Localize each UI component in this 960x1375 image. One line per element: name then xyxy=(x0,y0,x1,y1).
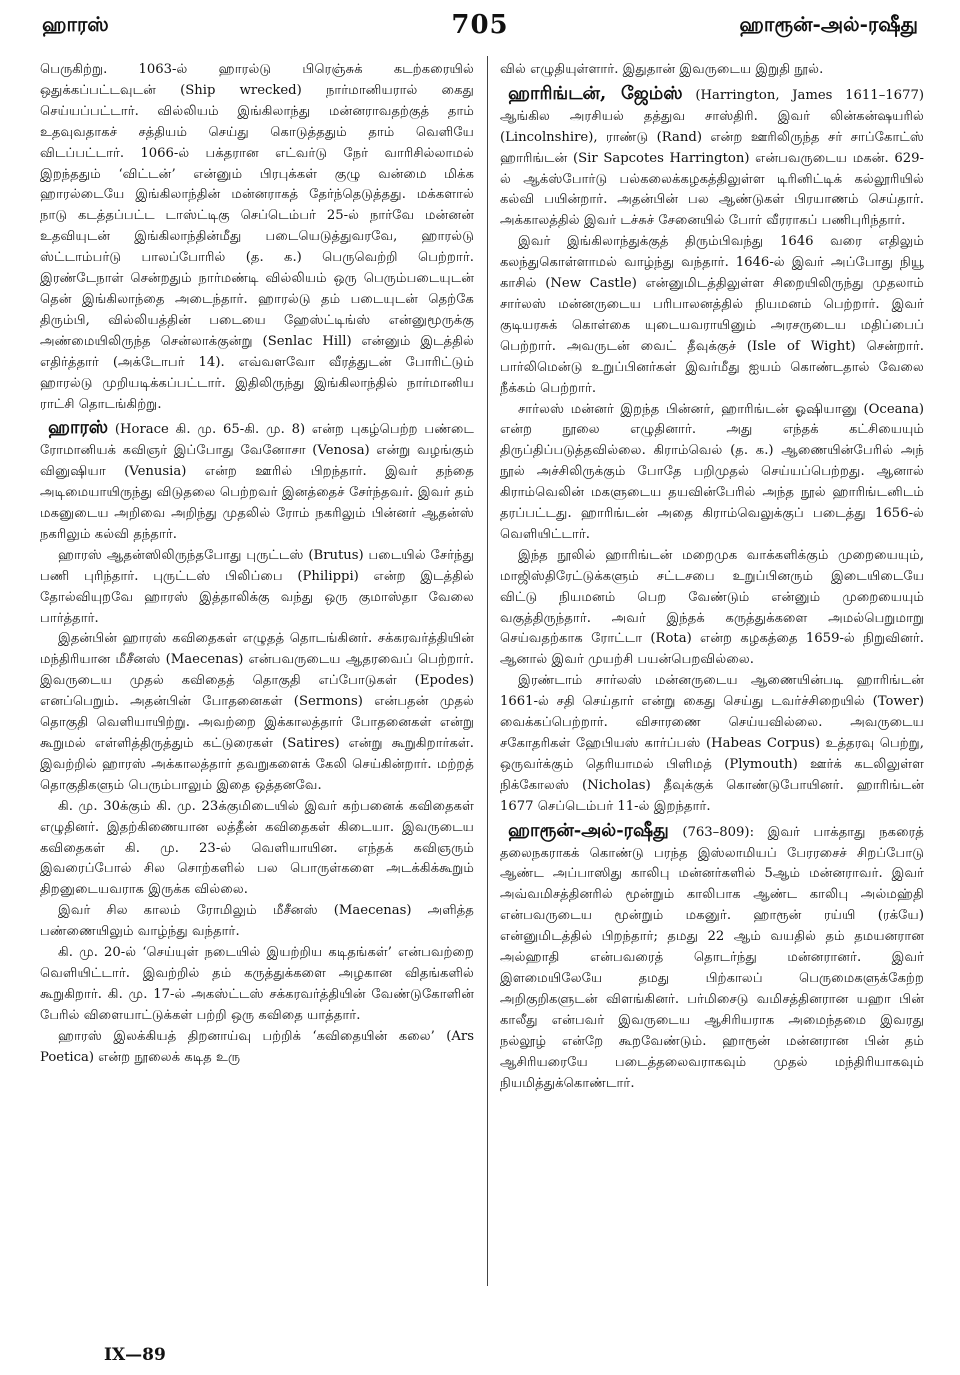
paragraph-horace-ars-poetica: ஹாரஸ் இலக்கியத் திறனாய்வு பற்றிக் ‘கவிதையின் கலை’ (Ars Poetica) என்ற நூலைக் கடித உரு xyxy=(40,1028,474,1065)
paragraph-harrington-tower: இரண்டாம் சார்லஸ் மன்னருடைய ஆணையின்படி ஹாரிங்டன் 1661-ல் சதி செய்தார் என்று கைது செய்து டவர்ச்சிறையில் (Tower) வைக்கப்பெற்றார். விசாரணை செய்யவில்லை. அவருடைய சகோதரிகள் ஹேபியஸ் கார்ப்பஸ் (Habeas Corpus) உத்தரவு பெற்று, ஒருவர்க்கும் தெரியாமல் பிளிமத் (Plymouth) ஊர்க் கடலிலுள்ள நிக்கோலஸ் (Nicholas) தீவுக்குக் கொண்டுபோயினர். ஹாரிங்டன் 1677 செப்டெம்பர் 11-ல் இறந்தார். xyxy=(500,673,924,814)
entry-heading-harun-al-rashid: ஹாரூன்-அல்-ரஷீது xyxy=(508,819,669,841)
entry-text-horace: (Horace கி. மு. 65-கி. மு. 8) என்ற புகழ்பெற்ற பண்டை ரோமானியக் கவிஞர் இப்போது வேனோசா (Venosa) என்று வழங்கும் வினுஷியா (Venusia) என்ற ஊரில் பிறந்தார். இவர் தந்தை அடிமையாயிருந்து விடுதலை பெற்றவர் இனத்தைச் சேர்ந்தவர். இவர் தம் மகனுடைய அறிவை அறிந்து முதலில் ரோம் நகரிலும் பின்னர் ஆதன்ஸ் நகரிலும் கல்வி தந்தார். xyxy=(40,422,474,542)
entry-text-harrington: (Harrington, James 1611–1677) ஆங்கில அரசியல் தத்துவ சாஸ்திரி. இவர் லின்கன்ஷயரில் (Lincolnshire), ராண்டு (Rand) என்ற ஊரிலிருந்த சர் சாப்கோட்ஸ் ஹாரிங்டன் (Sir Sapcotes Harrington) என்பவருடைய மகன். 629-ல் ஆக்ஸ்போர்டு பல்கலைக்கழகத்திலுள்ள டிரினிட்டிக் கல்லூரியில் கல்வி பயின்றார். அதன்பின் பல ஆண்டுகள் பிரயாணம் செய்தார். அக்காலத்தில் இவர் டச்சுச் சேனையில் போர் வீரராகப் பணிபுரிந்தார். xyxy=(500,87,924,229)
page-header xyxy=(40,10,920,50)
entry-harun-al-rashid xyxy=(500,821,924,1095)
paragraph-harrington-oceana: சார்லஸ் மன்னர் இறந்த பின்னர், ஹாரிங்டன் ஓஷியானு (Oceana) என்ற நூலை எழுதினார். அது எந்தக் கட்சியையும் திருப்திப்படுத்தவில்லை. கிராம்வெல் (த. க.) ஆணையின்பேரில் அந் நூல் அச்சிலிருக்கும் போதே பறிமுதல் செய்யப்பெற்றது. ஆனால் கிராம்வெலின் மகளுடைய தயவின்பேரில் அந்த நூல் ஹாரிங்டனிடம் தரப்பட்டது. ஹாரிங்டன் அதை கிராம்வெலுக்குப் படைத்து 1656-ல் வெளியிட்டார். xyxy=(500,401,924,542)
entry-text-harun-al-rashid: (763–809): இவர் பாக்தாது நகரைத் தலைநகராகக் கொண்டு பரந்த இஸ்லாமியப் பேரரசைச் சிறப்போடு ஆண்ட அப்பாஸிது காலிபு மன்னர்களில் 5ஆம் மன்னராவர். இவர் அவ்வமிசத்தினரில் மூன்றும் காலிபாக ஆண்ட காலிபு அல்மஹ்தி என்பவருடைய மூன்றும் மகனுர். ஹாரூன் ரய்யி (ரக்யே) என்னுமிடத்தில் பிறந்தார்; தமது 22 ஆம் வயதில் தம் தமயனரான அல்ஹாதி என்பவரைத் தொடர்ந்து மன்னரானர். இவர் இளமையிலேயே தமது பிற்காலப் பெருமைகளுக்கேற்ற அறிகுறிகளுடன் விளங்கினர். பர்மிசைடு வமிசத்தினரான யஹா பின் காலீது என்பவர் இவருடைய ஆசிரியராக அமைந்தமை இவரது நல்லூழ் என்றே கூறவேண்டும். ஹாரூன் மன்னரான பின் தம் ஆசிரியரையே படைத்தலைவராகவும் முதல் மந்திரியாகவும் நியமித்துக்கொண்டார். xyxy=(500,824,924,1091)
page-number: 705 xyxy=(451,10,509,40)
left-column xyxy=(40,60,474,1340)
paragraph-harrington-return: இவர் இங்கிலாந்துக்குத் திரும்பிவந்து 1646 வரை எதிலும் கலந்துகொள்ளாமல் வாழ்ந்து வந்தார். 1646-ல் இவர் அப்போது நியூ காசில் (New Castle) என்னுமிடத்திலுள்ள சிறையிலிருந்து முதலாம் சார்லஸ் மன்னருடைய பரிபாலனத்தில் நியமனம் பெற்றார். இவர் குடியரசுக் கொள்கை யுடையவராயினும் அரசருடைய மதிப்பைப் பெற்றார். அவருடன் வைட் தீவுக்குச் (Isle of Wight) சென்றார். பார்லிமென்டு உறுப்பினர்கள் இவர்மீது ஐயம் கொண்டதால் வேலை நீக்கம் பெற்றார். xyxy=(500,234,924,396)
right-column xyxy=(500,60,924,1320)
column-divider xyxy=(487,56,488,1286)
paragraph-harrington-rota: இந்த நூலில் ஹாரிங்டன் மறைமுக வாக்களிக்கும் முறையையும், மாஜிஸ்திரேட்டுக்களும் சட்டசபை உறுப்பினரும் இடையிடையே விட்டு நியமனம் பெற வேண்டும் என்னும் முறையையும் வகுத்திருந்தார். அவர் இந்தக் கருத்துக்களை அமல்பெறுமாறு செய்வதற்காக ரோட்டா (Rota) என்ற கழகத்தை 1659-ல் நிறுவினர். ஆனால் இவர் முயற்சி பயன்பெறவில்லை. xyxy=(500,547,924,668)
entry-heading-horace: ஹாரஸ் xyxy=(48,417,109,439)
paragraph-horace-odes: கி. மு. 30க்கும் கி. மு. 23க்குமிடையில் இவர் கற்பனைக் கவிதைகள் எழுதினர். இதற்கிணையான லத்தீன் கவிதைகள் கிடையா. இவருடைய கவிதைகள் கி. மு. 23-ல் வெளியாயின. எந்தக் கவிஞரும் இவரைப்போல் சில சொற்களில் பல பொருள்களை அடக்கிக்கூறும் திறனுடையவராக இருக்க வில்லை. xyxy=(40,798,474,898)
paragraph-horace-poems: இதன்பின் ஹாரஸ் கவிதைகள் எழுதத் தொடங்கினர். சக்கரவர்த்தியின் மந்திரியான மீசீனஸ் (Maecenas) என்பவருடைய ஆதரவைப் பெற்றார். இவருடைய முதல் கவிதைத் தொகுதி எப்போடுகள் (Epodes) எனப்பெறும். அதன்பின் போதனைகள் (Sermons) என்பதன் முதல் தொகுதி வெளியாயிற்று. அவற்றை இக்காலத்தார் போதனைகள் என்று கூறுமல் எள்ளித்திருத்தும் கட்டுரைகள் (Satires) என்று கூறுகிறார்கள். இவற்றில் ஹாரஸ் அக்காலத்தார் தவறுகளைக் கேலி செய்கின்றார். மற்றத் தொகுதிகளும் பெரும்பாலும் இதை ஒத்தனவே. xyxy=(40,631,474,793)
paragraph-horace-brutus: ஹாரஸ் ஆதன்ஸிலிருந்தபோது புருட்டஸ் (Brutus) படையில் சேர்ந்து பணி புரிந்தார். புருட்டஸ் பிலிப்பை (Philippi) என்ற இடத்தில் தோல்வியுறவே ஹாரஸ் இத்தாலிக்கு வந்து ஒரு குமாஸ்தா வேலை பார்த்தார். xyxy=(40,547,474,626)
entry-harrington xyxy=(500,84,924,232)
paragraph-horace-epistles: கி. மு. 20-ல் ‘செய்யுள் நடையில் இயற்றிய கடிதங்கள்’ என்பவற்றை வெளியிட்டார். இவற்றில் தம் கருத்துக்களை அழகான விதங்களில் கூறுகிறார். கி. மு. 17-ல் அகஸ்ட்டஸ் சக்கரவர்த்தியின் வேண்டுகோளின் பேரில் விளையாட்டுக்கள் பற்றி ஒரு கவிதை யாத்தார். xyxy=(40,945,474,1023)
running-head-right: ஹாரூன்-அல்-ரஷீது xyxy=(739,12,918,36)
entry-horace xyxy=(40,418,474,545)
entry-heading-harrington: ஹாரிங்டன், ஜேம்ஸ் xyxy=(508,82,683,104)
paragraph-horace-final: வில் எழுதியுள்ளார். இதுதான் இவருடைய இறுதி நூல். xyxy=(500,62,824,77)
paragraph-harold-continued: பெருகிற்று. 1063-ல் ஹாரல்டு பிரெஞ்சுக் கடற்கரையில் ஒதுக்கப்பட்டவுடன் (Ship wrecked) நார்மானியரால் கைது செய்யப்பட்டார். வில்லியம் இங்கிலாந்து மன்னராவதற்குத் தாம் உதவுவதாகச் சத்தியம் செய்து கொடுத்ததும் தாம் வெளியே விடப்பட்டார். 1066-ல் பக்தரான எட்வர்டு நேர் வாரிசில்லாமல் இறந்ததும் ‘விட்டன்’ என்னும் பிரபுக்கள் குழு வன்மை மிக்க ஹாரல்டையே இங்கிலாந்தின் மன்னராகத் தேர்ந்தெடுத்தது. மக்களால் நாடு கடத்தப்பட்ட டாஸ்ட்டிகு செப்டெம்பர் 25-ல் நார்வே மன்னன் உதவியுடன் இங்கிலாந்தின்மீது படையெடுத்துவரவே, ஹாரல்டு ஸ்ட்டாம்பர்டு பாலப்போரில் (த. க.) பெருவெற்றி பெற்றார். இரண்டேநாள் சென்றதும் நார்மண்டி வில்லியம் ஒரு பெரும்படையுடன் தென் இங்கிலாந்தை அடைந்தார். ஹாரல்டு தம் படையுடன் தெற்கே திரும்பி, வில்லியத்தின் படையை ஹேஸ்ட்டிங்ஸ் என்னுமூருக்கு அண்மையிலிருந்த சென்லாக்குன்று (Senlac Hill) என்னும் இடத்தில் எதிர்த்தார் (அக்டோபர் 14). எவ்வளவோ வீரத்துடன் போரிட்டும் ஹாரல்டு முறியடிக்கப்பட்டார். இதிலிருந்து இங்கிலாந்தில் நார்மானிய ராட்சி தொடங்கிற்று. xyxy=(40,62,474,412)
volume-page-marker: IX—89 xyxy=(104,1345,166,1365)
running-head-left: ஹாரஸ் xyxy=(42,12,109,36)
paragraph-horace-maecenas: இவர் சில காலம் ரோமிலும் மீசீனஸ் (Maecenas) அளித்த பண்ணையிலும் வாழ்ந்து வந்தார். xyxy=(40,903,474,940)
